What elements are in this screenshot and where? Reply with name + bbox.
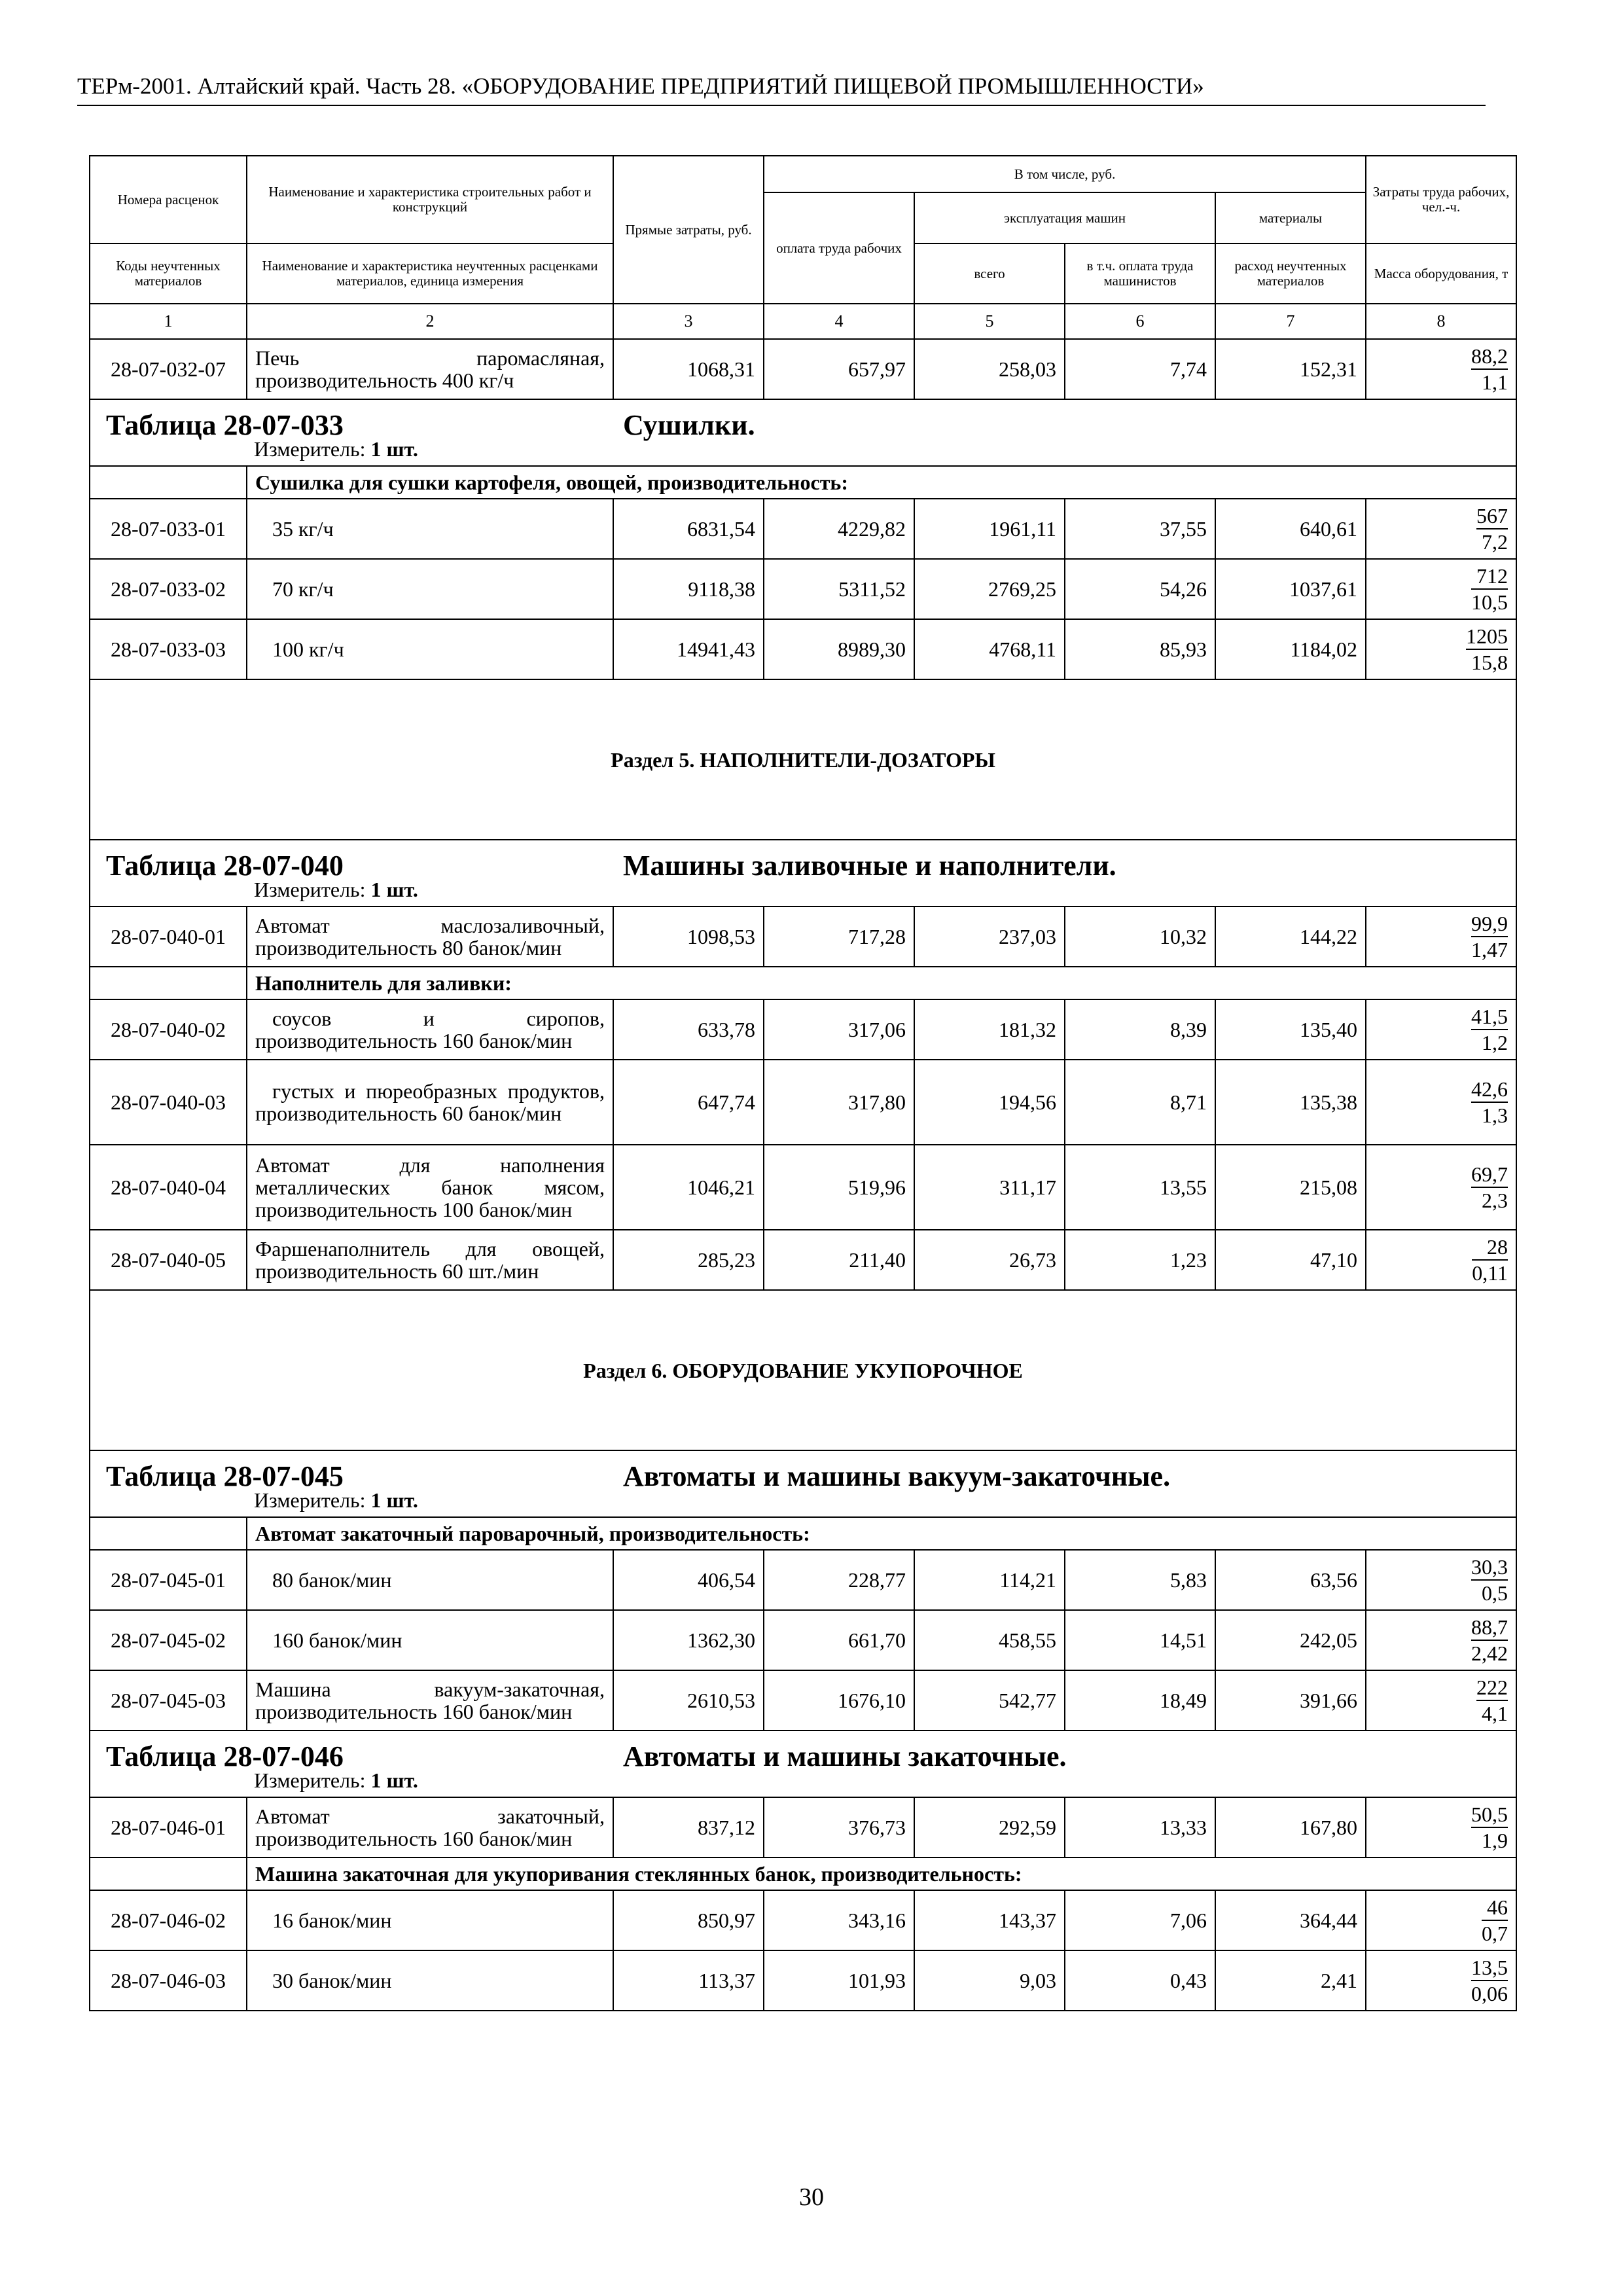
table-heading	[90, 840, 1516, 906]
mass: 0,7	[1482, 1921, 1508, 1945]
rate-name: 30 банок/мин	[247, 1950, 613, 2011]
mass: 1,3	[1482, 1103, 1508, 1127]
wages: 317,06	[764, 999, 914, 1060]
materials: 1184,02	[1215, 619, 1366, 679]
rate-code: 28-07-045-01	[90, 1550, 247, 1610]
group-heading: Наполнитель для заливки:	[247, 967, 1516, 999]
rate-code: 28-07-040-01	[90, 906, 247, 967]
header-machines: эксплуатация машин	[914, 192, 1215, 243]
machines-wages: 1,23	[1065, 1230, 1215, 1290]
materials: 152,31	[1215, 339, 1366, 399]
rate-name: 100 кг/ч	[247, 619, 613, 679]
rate-code: 28-07-040-03	[90, 1060, 247, 1145]
rate-code: 28-07-046-03	[90, 1950, 247, 2011]
header-codes: Номера расценок	[90, 156, 247, 243]
unit-label: Измеритель:	[254, 1768, 366, 1792]
machines-total: 258,03	[914, 339, 1065, 399]
page-header: ТЕРм-2001. Алтайский край. Часть 28. «ОБОРУДОВАНИЕ ПРЕДПРИЯТИЙ ПИЩЕВОЙ ПРОМЫШЛЕННОСТИ»	[77, 73, 1486, 106]
materials: 640,61	[1215, 499, 1366, 559]
table-title: Сушилки.	[623, 409, 755, 441]
mass: 1,47	[1471, 937, 1508, 961]
mass: 4,1	[1482, 1701, 1508, 1725]
machines-wages: 7,74	[1065, 339, 1215, 399]
direct-cost: 850,97	[613, 1890, 764, 1950]
labor: 28	[1472, 1236, 1508, 1261]
labor: 88,2	[1471, 346, 1508, 370]
table-row	[90, 339, 1516, 399]
machines-wages: 13,55	[1065, 1145, 1215, 1230]
table-row	[90, 1670, 1516, 1731]
table-number: Таблица 28-07-046	[106, 1740, 344, 1772]
labor-mass	[1366, 339, 1516, 399]
wages: 717,28	[764, 906, 914, 967]
header-machines-total: всего	[914, 243, 1065, 304]
materials: 2,41	[1215, 1950, 1366, 2011]
direct-cost: 2610,53	[613, 1670, 764, 1731]
header-labor: Затраты труда рабочих, чел.-ч.	[1366, 156, 1516, 243]
wages: 101,93	[764, 1950, 914, 2011]
wages: 376,73	[764, 1797, 914, 1857]
labor: 41,5	[1471, 1006, 1508, 1030]
section-title: Раздел 5. НАПОЛНИТЕЛИ-ДОЗАТОРЫ	[90, 679, 1516, 840]
machines-total: 311,17	[914, 1145, 1065, 1230]
table-row	[90, 1610, 1516, 1670]
mass: 1,9	[1482, 1828, 1508, 1852]
labor: 46	[1482, 1897, 1508, 1921]
rate-code: 28-07-045-02	[90, 1610, 247, 1670]
header-materials-use: расход неучтенных материалов	[1215, 243, 1366, 304]
header-materials: материалы	[1215, 192, 1366, 243]
direct-cost: 9118,38	[613, 559, 764, 619]
machines-total: 542,77	[914, 1670, 1065, 1731]
labor: 222	[1476, 1677, 1508, 1701]
rate-name: Печь паромасляная, производительность 400 кг/ч	[247, 339, 613, 399]
labor: 30,3	[1471, 1556, 1508, 1581]
machines-total: 114,21	[914, 1550, 1065, 1610]
materials: 167,80	[1215, 1797, 1366, 1857]
header-name: Наименование и характеристика строительных работ и конструкций	[247, 156, 613, 243]
table-row	[90, 619, 1516, 679]
table-title: Машины заливочные и наполнители.	[623, 850, 1116, 882]
column-number: 7	[1215, 304, 1366, 339]
table-number: Таблица 28-07-033	[106, 409, 344, 441]
page-number: 30	[799, 2183, 824, 2211]
column-number: 8	[1366, 304, 1516, 339]
machines-wages: 13,33	[1065, 1797, 1215, 1857]
labor: 69,7	[1471, 1164, 1508, 1188]
rate-name: 35 кг/ч	[247, 499, 613, 559]
wages: 519,96	[764, 1145, 914, 1230]
machines-total: 181,32	[914, 999, 1065, 1060]
machines-wages: 14,51	[1065, 1610, 1215, 1670]
unit-label: Измеритель:	[254, 878, 366, 901]
header-including: В том числе, руб.	[764, 156, 1366, 192]
wages: 657,97	[764, 339, 914, 399]
column-number: 2	[247, 304, 613, 339]
materials: 364,44	[1215, 1890, 1366, 1950]
rate-code: 28-07-032-07	[90, 339, 247, 399]
table-row	[90, 1060, 1516, 1145]
direct-cost: 113,37	[613, 1950, 764, 2011]
wages: 5311,52	[764, 559, 914, 619]
rate-name: 70 кг/ч	[247, 559, 613, 619]
rate-code: 28-07-040-05	[90, 1230, 247, 1290]
direct-cost: 14941,43	[613, 619, 764, 679]
rate-code: 28-07-046-01	[90, 1797, 247, 1857]
unit-label: Измеритель:	[254, 1488, 366, 1512]
machines-wages: 37,55	[1065, 499, 1215, 559]
unit-value: 1 шт.	[370, 1768, 418, 1792]
rate-name: 80 банок/мин	[247, 1550, 613, 1610]
mass: 1,1	[1482, 370, 1508, 394]
table-row	[90, 1230, 1516, 1290]
unit-value: 1 шт.	[370, 437, 418, 461]
section-title: Раздел 6. ОБОРУДОВАНИЕ УКУПОРОЧНОЕ	[90, 1290, 1516, 1450]
machines-wages: 8,39	[1065, 999, 1215, 1060]
machines-total: 237,03	[914, 906, 1065, 967]
direct-cost: 1046,21	[613, 1145, 764, 1230]
materials: 47,10	[1215, 1230, 1366, 1290]
group-heading: Автомат закаточный пароварочный, производительность:	[247, 1517, 1516, 1550]
table-number: Таблица 28-07-040	[106, 850, 344, 882]
mass: 0,5	[1482, 1581, 1508, 1605]
wages: 228,77	[764, 1550, 914, 1610]
mass: 0,06	[1471, 1981, 1508, 2005]
header-mass: Масса оборудования, т	[1366, 243, 1516, 304]
rate-name: Автомат для наполнения металлических банок мясом, производительность 100 банок/мин	[247, 1145, 613, 1230]
header-wages: оплата труда рабочих	[764, 192, 914, 304]
rate-code: 28-07-033-03	[90, 619, 247, 679]
direct-cost: 1068,31	[613, 339, 764, 399]
labor: 567	[1476, 505, 1508, 529]
machines-total: 292,59	[914, 1797, 1065, 1857]
mass: 10,5	[1471, 590, 1508, 614]
materials: 135,38	[1215, 1060, 1366, 1145]
mass: 7,2	[1482, 529, 1508, 554]
machines-total: 194,56	[914, 1060, 1065, 1145]
table-row	[90, 1550, 1516, 1610]
table-heading	[90, 399, 1516, 466]
machines-wages: 7,06	[1065, 1890, 1215, 1950]
rate-name: густых и пюреобразных продуктов, производительность 60 банок/мин	[247, 1060, 613, 1145]
table-row	[90, 999, 1516, 1060]
table-row	[90, 1950, 1516, 2011]
table-heading	[90, 1450, 1516, 1517]
wages: 1676,10	[764, 1670, 914, 1731]
materials: 242,05	[1215, 1610, 1366, 1670]
rate-name: 16 банок/мин	[247, 1890, 613, 1950]
column-number: 6	[1065, 304, 1215, 339]
column-number: 5	[914, 304, 1065, 339]
rate-name: 160 банок/мин	[247, 1610, 613, 1670]
mass: 0,11	[1472, 1261, 1508, 1285]
labor: 712	[1471, 565, 1508, 590]
direct-cost: 633,78	[613, 999, 764, 1060]
direct-cost: 1362,30	[613, 1610, 764, 1670]
machines-total: 26,73	[914, 1230, 1065, 1290]
table-row	[90, 1797, 1516, 1857]
mass: 2,42	[1471, 1641, 1508, 1665]
wages: 4229,82	[764, 499, 914, 559]
rate-code: 28-07-046-02	[90, 1890, 247, 1950]
labor: 42,6	[1471, 1079, 1508, 1103]
materials: 215,08	[1215, 1145, 1366, 1230]
mass: 2,3	[1482, 1188, 1508, 1212]
mass: 15,8	[1471, 650, 1508, 674]
direct-cost: 647,74	[613, 1060, 764, 1145]
machines-total: 9,03	[914, 1950, 1065, 2011]
table-row	[90, 1890, 1516, 1950]
mass: 1,2	[1482, 1030, 1508, 1054]
machines-total: 2769,25	[914, 559, 1065, 619]
group-heading: Машина закаточная для укупоривания стеклянных банок, производительность:	[247, 1857, 1516, 1890]
materials: 144,22	[1215, 906, 1366, 967]
rate-name: Автомат маслозаливочный, производительность 80 банок/мин	[247, 906, 613, 967]
rate-code: 28-07-033-01	[90, 499, 247, 559]
materials: 391,66	[1215, 1670, 1366, 1731]
column-number: 3	[613, 304, 764, 339]
machines-wages: 5,83	[1065, 1550, 1215, 1610]
table-title: Автоматы и машины вакуум-закаточные.	[623, 1460, 1171, 1492]
direct-cost: 837,12	[613, 1797, 764, 1857]
wages: 661,70	[764, 1610, 914, 1670]
unit-value: 1 шт.	[370, 878, 418, 901]
rates-table	[89, 155, 1517, 2011]
machines-wages: 8,71	[1065, 1060, 1215, 1145]
wages: 211,40	[764, 1230, 914, 1290]
table-row	[90, 559, 1516, 619]
machines-wages: 54,26	[1065, 559, 1215, 619]
rate-name: Автомат закаточный, производительность 160 банок/мин	[247, 1797, 613, 1857]
rate-code: 28-07-045-03	[90, 1670, 247, 1731]
rate-name: соусов и сиропов, производительность 160 банок/мин	[247, 999, 613, 1060]
materials: 135,40	[1215, 999, 1366, 1060]
column-number: 4	[764, 304, 914, 339]
table-title: Автоматы и машины закаточные.	[623, 1740, 1067, 1772]
header-machines-wages: в т.ч. оплата труда машинистов	[1065, 243, 1215, 304]
table-row	[90, 499, 1516, 559]
table-heading	[90, 1731, 1516, 1797]
header-name-materials: Наименование и характеристика неучтенных расценками материалов, единица измерения	[247, 243, 613, 304]
header-codes-materials: Коды неучтенных материалов	[90, 243, 247, 304]
header-direct: Прямые затраты, руб.	[613, 156, 764, 304]
direct-cost: 406,54	[613, 1550, 764, 1610]
wages: 317,80	[764, 1060, 914, 1145]
rate-name: Фаршенаполнитель для овощей, производительность 60 шт./мин	[247, 1230, 613, 1290]
unit-label: Измеритель:	[254, 437, 366, 461]
rate-code: 28-07-040-04	[90, 1145, 247, 1230]
direct-cost: 6831,54	[613, 499, 764, 559]
wages: 8989,30	[764, 619, 914, 679]
machines-wages: 0,43	[1065, 1950, 1215, 2011]
column-number: 1	[90, 304, 247, 339]
unit-value: 1 шт.	[370, 1488, 418, 1512]
table-row	[90, 906, 1516, 967]
table-row	[90, 1145, 1516, 1230]
machines-total: 1961,11	[914, 499, 1065, 559]
group-heading: Сушилка для сушки картофеля, овощей, производительность:	[247, 466, 1516, 499]
rate-name: Машина вакуум-закаточная, производительность 160 банок/мин	[247, 1670, 613, 1731]
labor: 88,7	[1471, 1617, 1508, 1641]
machines-total: 458,55	[914, 1610, 1065, 1670]
machines-total: 4768,11	[914, 619, 1065, 679]
labor: 1205	[1466, 626, 1508, 650]
materials: 1037,61	[1215, 559, 1366, 619]
rate-code: 28-07-033-02	[90, 559, 247, 619]
machines-wages: 10,32	[1065, 906, 1215, 967]
table-number: Таблица 28-07-045	[106, 1460, 344, 1492]
wages: 343,16	[764, 1890, 914, 1950]
direct-cost: 1098,53	[613, 906, 764, 967]
labor: 13,5	[1471, 1957, 1508, 1981]
materials: 63,56	[1215, 1550, 1366, 1610]
direct-cost: 285,23	[613, 1230, 764, 1290]
labor: 50,5	[1471, 1804, 1508, 1828]
rate-code: 28-07-040-02	[90, 999, 247, 1060]
machines-wages: 85,93	[1065, 619, 1215, 679]
labor: 99,9	[1471, 913, 1508, 937]
machines-total: 143,37	[914, 1890, 1065, 1950]
machines-wages: 18,49	[1065, 1670, 1215, 1731]
